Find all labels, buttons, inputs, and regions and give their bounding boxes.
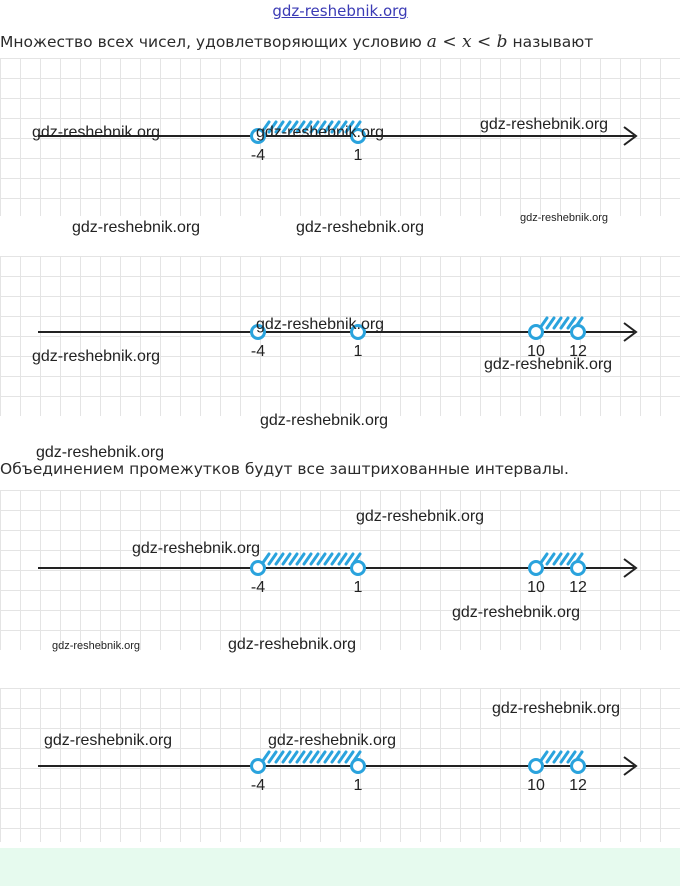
tick-label: -4: [250, 147, 266, 164]
tick-label: 10: [527, 777, 545, 794]
hatch-mark: [561, 752, 568, 762]
hatch-mark: [325, 752, 332, 762]
tick-label: 1: [353, 343, 363, 360]
paragraph1-before: Множество всех чисел, удовлетворяющих условию: [0, 33, 422, 51]
hatch-mark: [269, 554, 276, 564]
watermark: gdz-reshebnik.org: [36, 444, 165, 461]
hatch-mark: [339, 752, 346, 762]
hatch-mark: [339, 554, 346, 564]
watermark: gdz-reshebnik.org: [228, 636, 357, 653]
tick-label: -4: [250, 579, 266, 596]
hatch-mark: [304, 752, 311, 762]
hatch-mark: [297, 554, 304, 564]
hatch-mark: [276, 554, 283, 564]
watermark: gdz-reshebnik.org: [356, 508, 485, 525]
tick-label: -4: [250, 343, 266, 360]
watermark: gdz-reshebnik.org: [480, 116, 609, 133]
open-point: [252, 562, 265, 575]
hatch-mark: [311, 554, 318, 564]
hatch-mark: [297, 752, 304, 762]
site-link[interactable]: gdz-reshebnik.org: [272, 2, 408, 20]
open-point: [530, 562, 543, 575]
hatch-mark: [332, 554, 339, 564]
tick-label: 1: [353, 777, 363, 794]
watermark: gdz-reshebnik.org: [32, 124, 161, 141]
open-point: [572, 326, 585, 339]
hatch-mark: [332, 752, 339, 762]
hatch-mark: [283, 752, 290, 762]
tick-label: 12: [569, 777, 587, 794]
watermark: gdz-reshebnik.org: [260, 412, 389, 429]
hatch-mark: [325, 554, 332, 564]
open-point: [572, 760, 585, 773]
hatch-mark: [318, 554, 325, 564]
tick-label: 10: [527, 343, 545, 360]
number-line-3: [0, 490, 680, 650]
paragraph-interval-definition: [0, 32, 593, 52]
hatch-mark: [311, 752, 318, 762]
hatch-mark: [290, 752, 297, 762]
watermark: gdz-reshebnik.org: [52, 640, 141, 652]
hatch-mark: [318, 752, 325, 762]
hatch-mark: [276, 752, 283, 762]
paragraph1-after: называют: [512, 33, 594, 51]
watermark: gdz-reshebnik.org: [72, 219, 201, 236]
paragraph-union: Объединением промежутков будут все заштрихованные интервалы.: [0, 460, 569, 478]
watermark: gdz-reshebnik.org: [256, 124, 385, 141]
hatch-mark: [346, 752, 353, 762]
watermark: gdz-reshebnik.org: [492, 700, 621, 717]
watermark: gdz-reshebnik.org: [256, 316, 385, 333]
open-point: [530, 760, 543, 773]
hatch-mark: [290, 554, 297, 564]
open-point: [530, 326, 543, 339]
watermark: gdz-reshebnik.org: [520, 212, 609, 224]
number-line-panel-2: [0, 256, 680, 416]
watermark: gdz-reshebnik.org: [484, 356, 613, 373]
tick-label: -4: [250, 777, 266, 794]
watermark: gdz-reshebnik.org: [32, 348, 161, 365]
watermark: gdz-reshebnik.org: [268, 732, 397, 749]
watermark: gdz-reshebnik.org: [296, 219, 425, 236]
hatch-mark: [304, 554, 311, 564]
hatch-mark: [554, 554, 561, 564]
open-point: [352, 562, 365, 575]
hatch-mark: [547, 554, 554, 564]
hatch-mark: [547, 752, 554, 762]
hatch-mark: [554, 752, 561, 762]
tick-label: 12: [569, 579, 587, 596]
hatch-mark: [283, 554, 290, 564]
open-point: [352, 760, 365, 773]
open-point: [572, 562, 585, 575]
hatch-mark: [269, 752, 276, 762]
hatch-mark: [561, 318, 568, 328]
tick-label: 1: [353, 147, 363, 164]
watermark: gdz-reshebnik.org: [132, 540, 261, 557]
hatch-mark: [561, 554, 568, 564]
inequality-math: a < x < b: [426, 32, 508, 52]
footer-band: [0, 848, 680, 886]
number-line-2: [0, 256, 680, 416]
tick-label: 1: [353, 579, 363, 596]
number-line-panel-3: [0, 490, 680, 650]
hatch-mark: [554, 318, 561, 328]
watermark: gdz-reshebnik.org: [452, 604, 581, 621]
watermark: gdz-reshebnik.org: [44, 732, 173, 749]
open-point: [252, 760, 265, 773]
tick-label: 12: [569, 343, 587, 360]
tick-label: 10: [527, 579, 545, 596]
hatch-mark: [547, 318, 554, 328]
hatch-mark: [346, 554, 353, 564]
